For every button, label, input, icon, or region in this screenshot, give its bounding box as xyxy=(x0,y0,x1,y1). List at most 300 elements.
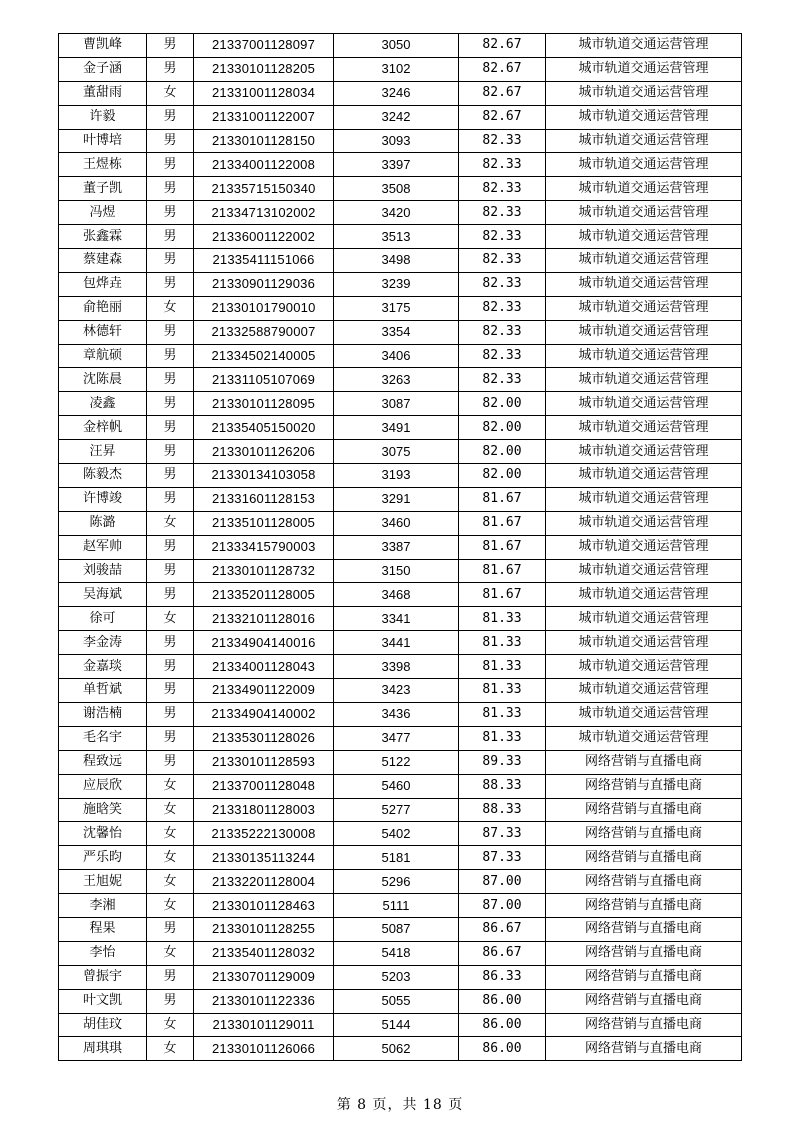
major-cell: 城市轨道交通运营管理 xyxy=(546,81,742,105)
student-name-cell: 叶博培 xyxy=(59,129,147,153)
gender-cell: 女 xyxy=(147,774,194,798)
gender-cell: 男 xyxy=(147,392,194,416)
exam-number-cell: 3242 xyxy=(334,105,459,129)
candidate-id-cell: 21330101790010 xyxy=(194,296,334,320)
candidate-id-cell: 21337001128048 xyxy=(194,774,334,798)
gender-cell: 女 xyxy=(147,870,194,894)
table-row xyxy=(59,822,742,846)
major-cell: 城市轨道交通运营管理 xyxy=(546,272,742,296)
candidate-id-cell: 21330101128205 xyxy=(194,57,334,81)
table-row xyxy=(59,1037,742,1061)
candidate-id-cell: 21330134103058 xyxy=(194,464,334,488)
student-name-cell: 沈陈晨 xyxy=(59,368,147,392)
score-cell: 81.67 xyxy=(459,583,546,607)
exam-number-cell: 3436 xyxy=(334,702,459,726)
gender-cell: 男 xyxy=(147,702,194,726)
score-cell: 82.67 xyxy=(459,105,546,129)
gender-cell: 男 xyxy=(147,177,194,201)
major-cell: 城市轨道交通运营管理 xyxy=(546,726,742,750)
candidate-id-cell: 21334001122008 xyxy=(194,153,334,177)
major-cell: 网络营销与直播电商 xyxy=(546,798,742,822)
exam-number-cell: 5418 xyxy=(334,941,459,965)
exam-number-cell: 3468 xyxy=(334,583,459,607)
gender-cell: 男 xyxy=(147,631,194,655)
exam-number-cell: 3193 xyxy=(334,464,459,488)
exam-number-cell: 3397 xyxy=(334,153,459,177)
major-cell: 城市轨道交通运营管理 xyxy=(546,153,742,177)
exam-number-cell: 5055 xyxy=(334,989,459,1013)
candidate-id-cell: 21335301128026 xyxy=(194,726,334,750)
major-cell: 网络营销与直播电商 xyxy=(546,989,742,1013)
student-name-cell: 曾振宇 xyxy=(59,965,147,989)
student-name-cell: 董甜雨 xyxy=(59,81,147,105)
major-cell: 网络营销与直播电商 xyxy=(546,1013,742,1037)
table-row xyxy=(59,511,742,535)
student-name-cell: 应辰欣 xyxy=(59,774,147,798)
candidate-id-cell: 21334904140016 xyxy=(194,631,334,655)
table-row xyxy=(59,559,742,583)
score-cell: 81.67 xyxy=(459,559,546,583)
score-cell: 81.33 xyxy=(459,702,546,726)
student-name-cell: 曹凯峰 xyxy=(59,34,147,58)
table-row xyxy=(59,57,742,81)
table-row xyxy=(59,726,742,750)
exam-number-cell: 5277 xyxy=(334,798,459,822)
exam-number-cell: 3263 xyxy=(334,368,459,392)
candidate-id-cell: 21331001128034 xyxy=(194,81,334,105)
score-cell: 82.67 xyxy=(459,57,546,81)
table-row xyxy=(59,392,742,416)
candidate-id-cell: 21334901122009 xyxy=(194,679,334,703)
student-name-cell: 王旭妮 xyxy=(59,870,147,894)
student-name-cell: 毛名宇 xyxy=(59,726,147,750)
score-cell: 82.00 xyxy=(459,464,546,488)
candidate-id-cell: 21331105107069 xyxy=(194,368,334,392)
gender-cell: 女 xyxy=(147,846,194,870)
table-row xyxy=(59,607,742,631)
candidate-id-cell: 21330701129009 xyxy=(194,965,334,989)
score-cell: 88.33 xyxy=(459,774,546,798)
exam-number-cell: 3175 xyxy=(334,296,459,320)
exam-number-cell: 3513 xyxy=(334,225,459,249)
major-cell: 城市轨道交通运营管理 xyxy=(546,249,742,273)
major-cell: 网络营销与直播电商 xyxy=(546,965,742,989)
score-cell: 82.00 xyxy=(459,392,546,416)
exam-number-cell: 5062 xyxy=(334,1037,459,1061)
gender-cell: 女 xyxy=(147,81,194,105)
candidate-id-cell: 21335201128005 xyxy=(194,583,334,607)
score-cell: 81.33 xyxy=(459,631,546,655)
major-cell: 网络营销与直播电商 xyxy=(546,750,742,774)
student-name-cell: 赵军帅 xyxy=(59,535,147,559)
candidate-id-cell: 21330101128255 xyxy=(194,917,334,941)
exam-number-cell: 3398 xyxy=(334,655,459,679)
gender-cell: 男 xyxy=(147,559,194,583)
candidate-id-cell: 21331001122007 xyxy=(194,105,334,129)
student-name-cell: 李金涛 xyxy=(59,631,147,655)
student-name-cell: 董子凯 xyxy=(59,177,147,201)
table-row xyxy=(59,440,742,464)
gender-cell: 女 xyxy=(147,607,194,631)
candidate-id-cell: 21330101122336 xyxy=(194,989,334,1013)
major-cell: 城市轨道交通运营管理 xyxy=(546,201,742,225)
score-cell: 88.33 xyxy=(459,798,546,822)
student-name-cell: 包烨垚 xyxy=(59,272,147,296)
candidate-id-cell: 21334001128043 xyxy=(194,655,334,679)
candidate-id-cell: 21330101126206 xyxy=(194,440,334,464)
score-cell: 81.67 xyxy=(459,511,546,535)
major-cell: 城市轨道交通运营管理 xyxy=(546,105,742,129)
candidate-id-cell: 21330901129036 xyxy=(194,272,334,296)
exam-number-cell: 3441 xyxy=(334,631,459,655)
student-name-cell: 汪昇 xyxy=(59,440,147,464)
major-cell: 城市轨道交通运营管理 xyxy=(546,344,742,368)
major-cell: 城市轨道交通运营管理 xyxy=(546,655,742,679)
major-cell: 城市轨道交通运营管理 xyxy=(546,559,742,583)
student-name-cell: 李湘 xyxy=(59,894,147,918)
table-row xyxy=(59,679,742,703)
score-cell: 82.00 xyxy=(459,416,546,440)
exam-number-cell: 3102 xyxy=(334,57,459,81)
table-row xyxy=(59,870,742,894)
table-row xyxy=(59,655,742,679)
gender-cell: 男 xyxy=(147,440,194,464)
major-cell: 网络营销与直播电商 xyxy=(546,1037,742,1061)
student-name-cell: 蔡建森 xyxy=(59,249,147,273)
major-cell: 网络营销与直播电商 xyxy=(546,870,742,894)
table-row xyxy=(59,153,742,177)
student-name-cell: 吴海斌 xyxy=(59,583,147,607)
score-cell: 86.00 xyxy=(459,1013,546,1037)
exam-number-cell: 3387 xyxy=(334,535,459,559)
exam-number-cell: 3460 xyxy=(334,511,459,535)
score-cell: 81.33 xyxy=(459,679,546,703)
major-cell: 城市轨道交通运营管理 xyxy=(546,487,742,511)
major-cell: 城市轨道交通运营管理 xyxy=(546,583,742,607)
exam-number-cell: 3291 xyxy=(334,487,459,511)
table-row xyxy=(59,320,742,344)
student-name-cell: 金梓帆 xyxy=(59,416,147,440)
table-row xyxy=(59,535,742,559)
exam-number-cell: 3477 xyxy=(334,726,459,750)
gender-cell: 男 xyxy=(147,153,194,177)
student-name-cell: 单哲斌 xyxy=(59,679,147,703)
page-footer: 第 8 页，共 18 页 xyxy=(336,1097,464,1113)
student-name-cell: 陈潞 xyxy=(59,511,147,535)
student-name-cell: 程果 xyxy=(59,917,147,941)
major-cell: 城市轨道交通运营管理 xyxy=(546,416,742,440)
student-name-cell: 金子涵 xyxy=(59,57,147,81)
score-cell: 82.33 xyxy=(459,225,546,249)
candidate-id-cell: 21332201128004 xyxy=(194,870,334,894)
major-cell: 城市轨道交通运营管理 xyxy=(546,34,742,58)
major-cell: 城市轨道交通运营管理 xyxy=(546,225,742,249)
gender-cell: 男 xyxy=(147,57,194,81)
major-cell: 城市轨道交通运营管理 xyxy=(546,440,742,464)
score-cell: 82.00 xyxy=(459,440,546,464)
major-cell: 城市轨道交通运营管理 xyxy=(546,296,742,320)
table-row xyxy=(59,846,742,870)
score-cell: 86.00 xyxy=(459,1037,546,1061)
major-cell: 网络营销与直播电商 xyxy=(546,846,742,870)
table-row xyxy=(59,894,742,918)
exam-number-cell: 3420 xyxy=(334,201,459,225)
candidate-id-cell: 21330101128150 xyxy=(194,129,334,153)
table-row xyxy=(59,129,742,153)
exam-number-cell: 5402 xyxy=(334,822,459,846)
score-cell: 81.33 xyxy=(459,655,546,679)
table-row xyxy=(59,798,742,822)
exam-number-cell: 5181 xyxy=(334,846,459,870)
major-cell: 城市轨道交通运营管理 xyxy=(546,57,742,81)
exam-number-cell: 3150 xyxy=(334,559,459,583)
candidate-id-cell: 21335401128032 xyxy=(194,941,334,965)
candidate-id-cell: 21335101128005 xyxy=(194,511,334,535)
table-row xyxy=(59,296,742,320)
table-row xyxy=(59,249,742,273)
student-name-cell: 冯煜 xyxy=(59,201,147,225)
gender-cell: 男 xyxy=(147,344,194,368)
student-name-cell: 胡佳玟 xyxy=(59,1013,147,1037)
score-cell: 81.33 xyxy=(459,726,546,750)
candidate-id-cell: 21332101128016 xyxy=(194,607,334,631)
exam-number-cell: 3354 xyxy=(334,320,459,344)
table-row xyxy=(59,368,742,392)
score-cell: 82.33 xyxy=(459,201,546,225)
exam-number-cell: 3508 xyxy=(334,177,459,201)
admission-list-table xyxy=(58,33,742,1061)
major-cell: 网络营销与直播电商 xyxy=(546,894,742,918)
exam-number-cell: 3423 xyxy=(334,679,459,703)
gender-cell: 男 xyxy=(147,129,194,153)
candidate-id-cell: 21335411151066 xyxy=(194,249,334,273)
exam-number-cell: 3498 xyxy=(334,249,459,273)
score-cell: 82.33 xyxy=(459,153,546,177)
candidate-id-cell: 21332588790007 xyxy=(194,320,334,344)
gender-cell: 男 xyxy=(147,655,194,679)
student-name-cell: 陈毅杰 xyxy=(59,464,147,488)
candidate-id-cell: 21333415790003 xyxy=(194,535,334,559)
score-cell: 82.33 xyxy=(459,129,546,153)
table-row xyxy=(59,989,742,1013)
student-name-cell: 严乐昀 xyxy=(59,846,147,870)
score-cell: 81.67 xyxy=(459,535,546,559)
exam-number-cell: 3491 xyxy=(334,416,459,440)
gender-cell: 女 xyxy=(147,798,194,822)
table-row xyxy=(59,81,742,105)
score-cell: 81.67 xyxy=(459,487,546,511)
table-row xyxy=(59,750,742,774)
exam-number-cell: 3075 xyxy=(334,440,459,464)
score-cell: 82.33 xyxy=(459,368,546,392)
student-name-cell: 张鑫霖 xyxy=(59,225,147,249)
candidate-id-cell: 21330135113244 xyxy=(194,846,334,870)
score-cell: 87.00 xyxy=(459,894,546,918)
table-row xyxy=(59,917,742,941)
candidate-id-cell: 21330101128095 xyxy=(194,392,334,416)
score-cell: 86.33 xyxy=(459,965,546,989)
student-name-cell: 李怡 xyxy=(59,941,147,965)
table-row xyxy=(59,631,742,655)
major-cell: 网络营销与直播电商 xyxy=(546,941,742,965)
exam-number-cell: 5203 xyxy=(334,965,459,989)
table-row xyxy=(59,965,742,989)
exam-number-cell: 5296 xyxy=(334,870,459,894)
gender-cell: 男 xyxy=(147,201,194,225)
gender-cell: 男 xyxy=(147,679,194,703)
gender-cell: 男 xyxy=(147,750,194,774)
exam-number-cell: 3341 xyxy=(334,607,459,631)
major-cell: 城市轨道交通运营管理 xyxy=(546,631,742,655)
score-cell: 87.33 xyxy=(459,822,546,846)
student-name-cell: 叶文凯 xyxy=(59,989,147,1013)
exam-number-cell: 5122 xyxy=(334,750,459,774)
gender-cell: 男 xyxy=(147,464,194,488)
gender-cell: 男 xyxy=(147,989,194,1013)
candidate-id-cell: 21330101126066 xyxy=(194,1037,334,1061)
candidate-id-cell: 21331801128003 xyxy=(194,798,334,822)
exam-number-cell: 3093 xyxy=(334,129,459,153)
major-cell: 城市轨道交通运营管理 xyxy=(546,177,742,201)
table-row xyxy=(59,177,742,201)
candidate-id-cell: 21335405150020 xyxy=(194,416,334,440)
score-cell: 82.33 xyxy=(459,296,546,320)
table-row xyxy=(59,225,742,249)
score-cell: 86.67 xyxy=(459,917,546,941)
table-row xyxy=(59,941,742,965)
exam-number-cell: 3239 xyxy=(334,272,459,296)
score-cell: 89.33 xyxy=(459,750,546,774)
candidate-id-cell: 21330101128732 xyxy=(194,559,334,583)
score-cell: 82.67 xyxy=(459,81,546,105)
gender-cell: 男 xyxy=(147,225,194,249)
major-cell: 城市轨道交通运营管理 xyxy=(546,702,742,726)
score-cell: 86.67 xyxy=(459,941,546,965)
student-name-cell: 谢浩楠 xyxy=(59,702,147,726)
major-cell: 网络营销与直播电商 xyxy=(546,917,742,941)
gender-cell: 男 xyxy=(147,34,194,58)
gender-cell: 男 xyxy=(147,368,194,392)
table-row xyxy=(59,487,742,511)
gender-cell: 女 xyxy=(147,894,194,918)
table-row xyxy=(59,272,742,296)
major-cell: 城市轨道交通运营管理 xyxy=(546,368,742,392)
exam-number-cell: 3087 xyxy=(334,392,459,416)
candidate-id-cell: 21337001128097 xyxy=(194,34,334,58)
table-row xyxy=(59,702,742,726)
table-row xyxy=(59,105,742,129)
table-row xyxy=(59,1013,742,1037)
candidate-id-cell: 21330101128463 xyxy=(194,894,334,918)
candidate-id-cell: 21334502140005 xyxy=(194,344,334,368)
student-name-cell: 程致远 xyxy=(59,750,147,774)
gender-cell: 女 xyxy=(147,296,194,320)
gender-cell: 男 xyxy=(147,583,194,607)
major-cell: 城市轨道交通运营管理 xyxy=(546,392,742,416)
student-name-cell: 章航硕 xyxy=(59,344,147,368)
major-cell: 网络营销与直播电商 xyxy=(546,774,742,798)
student-name-cell: 沈馨怡 xyxy=(59,822,147,846)
candidate-id-cell: 21335222130008 xyxy=(194,822,334,846)
gender-cell: 男 xyxy=(147,917,194,941)
major-cell: 城市轨道交通运营管理 xyxy=(546,511,742,535)
gender-cell: 女 xyxy=(147,1037,194,1061)
candidate-id-cell: 21336001122002 xyxy=(194,225,334,249)
exam-number-cell: 5087 xyxy=(334,917,459,941)
candidate-id-cell: 21330101128593 xyxy=(194,750,334,774)
gender-cell: 男 xyxy=(147,105,194,129)
table-row xyxy=(59,774,742,798)
major-cell: 网络营销与直播电商 xyxy=(546,822,742,846)
score-cell: 82.33 xyxy=(459,320,546,344)
table-row xyxy=(59,344,742,368)
major-cell: 城市轨道交通运营管理 xyxy=(546,129,742,153)
score-cell: 82.33 xyxy=(459,249,546,273)
exam-number-cell: 3050 xyxy=(334,34,459,58)
major-cell: 城市轨道交通运营管理 xyxy=(546,607,742,631)
student-name-cell: 金嘉琰 xyxy=(59,655,147,679)
major-cell: 城市轨道交通运营管理 xyxy=(546,464,742,488)
candidate-id-cell: 21330101129011 xyxy=(194,1013,334,1037)
student-name-cell: 周琪琪 xyxy=(59,1037,147,1061)
score-cell: 82.33 xyxy=(459,272,546,296)
major-cell: 城市轨道交通运营管理 xyxy=(546,535,742,559)
table-row xyxy=(59,464,742,488)
table-body xyxy=(59,34,742,1061)
student-name-cell: 许毅 xyxy=(59,105,147,129)
gender-cell: 男 xyxy=(147,272,194,296)
student-name-cell: 许博竣 xyxy=(59,487,147,511)
score-cell: 87.00 xyxy=(459,870,546,894)
table-row xyxy=(59,201,742,225)
exam-number-cell: 5144 xyxy=(334,1013,459,1037)
student-name-cell: 施晗笑 xyxy=(59,798,147,822)
student-name-cell: 徐可 xyxy=(59,607,147,631)
student-name-cell: 刘骏喆 xyxy=(59,559,147,583)
candidate-id-cell: 21334904140002 xyxy=(194,702,334,726)
student-name-cell: 俞艳丽 xyxy=(59,296,147,320)
major-cell: 城市轨道交通运营管理 xyxy=(546,679,742,703)
gender-cell: 女 xyxy=(147,941,194,965)
gender-cell: 女 xyxy=(147,511,194,535)
gender-cell: 女 xyxy=(147,822,194,846)
score-cell: 86.00 xyxy=(459,989,546,1013)
exam-number-cell: 3246 xyxy=(334,81,459,105)
score-cell: 81.33 xyxy=(459,607,546,631)
gender-cell: 男 xyxy=(147,965,194,989)
gender-cell: 女 xyxy=(147,1013,194,1037)
table-row xyxy=(59,34,742,58)
table-row xyxy=(59,416,742,440)
gender-cell: 男 xyxy=(147,487,194,511)
score-cell: 82.33 xyxy=(459,344,546,368)
score-cell: 82.33 xyxy=(459,177,546,201)
score-cell: 82.67 xyxy=(459,34,546,58)
major-cell: 城市轨道交通运营管理 xyxy=(546,320,742,344)
gender-cell: 男 xyxy=(147,249,194,273)
student-name-cell: 王煜栋 xyxy=(59,153,147,177)
exam-number-cell: 5111 xyxy=(334,894,459,918)
score-cell: 87.33 xyxy=(459,846,546,870)
candidate-id-cell: 21334713102002 xyxy=(194,201,334,225)
candidate-id-cell: 21335715150340 xyxy=(194,177,334,201)
gender-cell: 男 xyxy=(147,320,194,344)
gender-cell: 男 xyxy=(147,726,194,750)
student-name-cell: 凌鑫 xyxy=(59,392,147,416)
candidate-id-cell: 21331601128153 xyxy=(194,487,334,511)
gender-cell: 男 xyxy=(147,416,194,440)
gender-cell: 男 xyxy=(147,535,194,559)
